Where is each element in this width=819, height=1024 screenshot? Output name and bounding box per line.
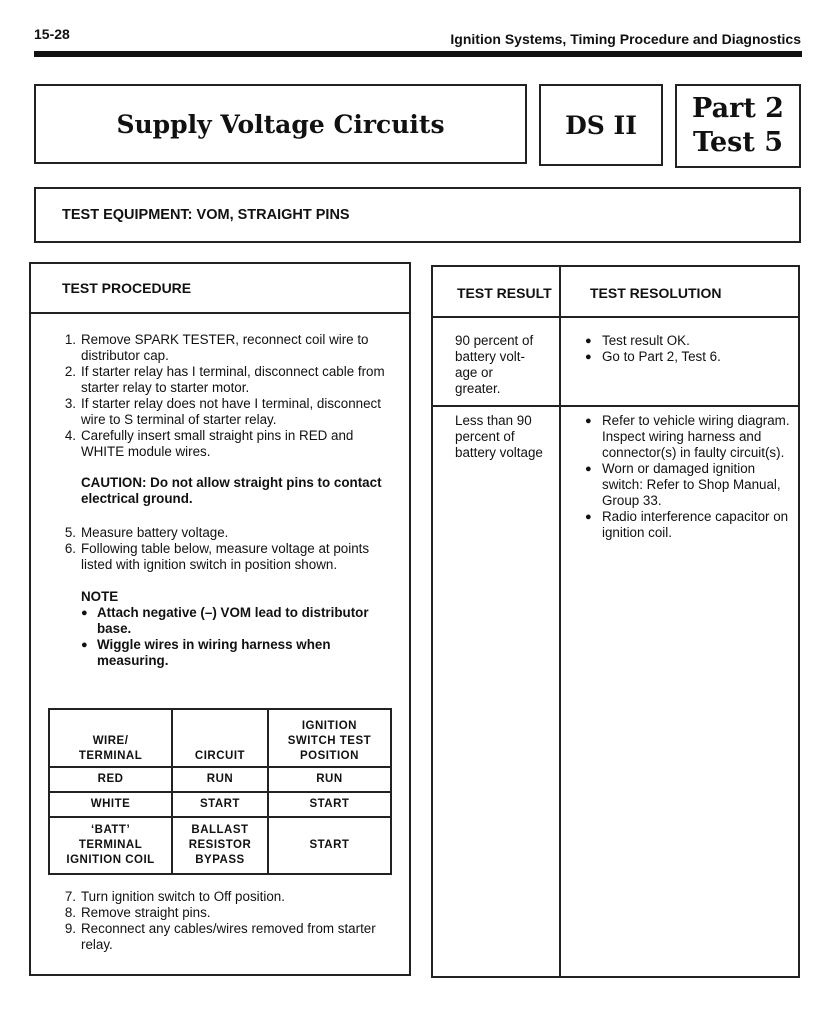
step-number: 6.	[64, 541, 76, 556]
step-item	[51, 541, 391, 573]
column-divider	[559, 267, 561, 976]
step-text: Remove SPARK TESTER, reconnect coil wire to distributor cap.	[81, 332, 369, 363]
table-row	[49, 767, 391, 792]
page-number: 15-28	[34, 26, 70, 42]
step-item	[51, 905, 391, 921]
table-cell: START	[268, 817, 391, 874]
procedure-header	[31, 264, 409, 314]
resolution-item: ● Worn or damaged ignition switch: Refer to Shop Manual, Group 33.	[585, 461, 795, 509]
resolution-list	[585, 333, 795, 365]
part-label: Part 2	[692, 93, 784, 124]
step-number: 3.	[64, 396, 76, 411]
table-row	[49, 792, 391, 817]
results-panel	[431, 265, 800, 978]
step-number: 9.	[64, 921, 76, 936]
header-switch-position: IGNITION SWITCH TEST POSITION	[268, 709, 391, 767]
ds-box	[539, 84, 663, 166]
table-cell: RUN	[172, 767, 268, 792]
voltage-test-table	[48, 708, 392, 875]
step-number: 8.	[64, 905, 76, 920]
procedure-steps-final	[51, 889, 391, 953]
part-test-box	[675, 84, 801, 168]
table-cell: START	[268, 792, 391, 817]
resolution-item: ● Refer to vehicle wiring diagram. Inspect wiring harness and connector(s) in faulty circuit(s).	[585, 413, 795, 461]
table-cell: BALLAST RESISTOR BYPASS	[172, 817, 268, 874]
step-number: 1.	[64, 332, 76, 347]
resolution-heading: TEST RESOLUTION	[590, 285, 722, 301]
table-cell: RED	[49, 767, 172, 792]
procedure-panel	[29, 262, 411, 976]
step-text: Remove straight pins.	[81, 905, 211, 920]
step-item	[51, 525, 391, 541]
step-item	[51, 921, 391, 953]
resolution-item: ● Radio interference capacitor on ignition coil.	[585, 509, 795, 541]
note-item: ● Attach negative (–) VOM lead to distributor base.	[81, 605, 391, 637]
row-divider	[433, 405, 798, 407]
note-title: NOTE	[81, 589, 119, 604]
resolution-item: ● Test result OK.	[585, 333, 795, 349]
step-item	[51, 428, 391, 460]
header-wire-terminal: WIRE/ TERMINAL	[49, 709, 172, 767]
resolution-list	[585, 413, 795, 541]
equipment-box	[34, 187, 801, 243]
step-number: 5.	[64, 525, 76, 540]
running-title: Ignition Systems, Timing Procedure and Diagnostics	[450, 31, 801, 47]
step-item	[51, 889, 391, 905]
step-text: Following table below, measure voltage at points listed with ignition switch in position shown.	[81, 541, 370, 572]
step-number: 2.	[64, 364, 76, 379]
step-number: 4.	[64, 428, 76, 443]
caution-text: CAUTION: Do not allow straight pins to contact electrical ground.	[81, 475, 382, 506]
step-item	[51, 364, 391, 396]
procedure-heading: TEST PROCEDURE	[62, 280, 192, 296]
note-block	[81, 589, 391, 669]
step-text: If starter relay has I terminal, disconnect cable from starter relay to starter motor.	[81, 364, 385, 395]
test-label: Test 5	[692, 127, 784, 158]
resolution-item: ● Go to Part 2, Test 6.	[585, 349, 795, 365]
table-cell: START	[172, 792, 268, 817]
step-text: Turn ignition switch to Off position.	[81, 889, 285, 904]
page-title: Supply Voltage Circuits	[116, 109, 445, 139]
header-circuit: CIRCUIT	[172, 709, 268, 767]
result-text: 90 percent of battery volt- age or greater.	[455, 333, 534, 396]
results-header	[433, 267, 798, 318]
ds-label: DS II	[565, 110, 637, 140]
result-text: Less than 90 percent of battery voltage	[455, 413, 543, 460]
table-cell: RUN	[268, 767, 391, 792]
table-cell: ‘BATT’ TERMINAL IGNITION COIL	[49, 817, 172, 874]
note-item: ● Wiggle wires in wiring harness when measuring.	[81, 637, 391, 669]
step-text: If starter relay does not have I terminal, disconnect wire to S terminal of starter relay.	[81, 396, 381, 427]
step-text: Carefully insert small straight pins in RED and WHITE module wires.	[81, 428, 354, 459]
step-text: Reconnect any cables/wires removed from starter relay.	[81, 921, 376, 952]
procedure-steps	[51, 332, 391, 669]
step-item	[51, 332, 391, 364]
table-cell: WHITE	[49, 792, 172, 817]
step-text: Measure battery voltage.	[81, 525, 229, 540]
title-box	[34, 84, 527, 164]
header-rule	[34, 51, 802, 57]
result-heading: TEST RESULT	[457, 285, 552, 301]
test-equipment: TEST EQUIPMENT: VOM, STRAIGHT PINS	[62, 207, 350, 223]
step-item	[51, 396, 391, 428]
table-header-row	[49, 709, 391, 767]
step-number: 7.	[64, 889, 76, 904]
table-row	[49, 817, 391, 874]
